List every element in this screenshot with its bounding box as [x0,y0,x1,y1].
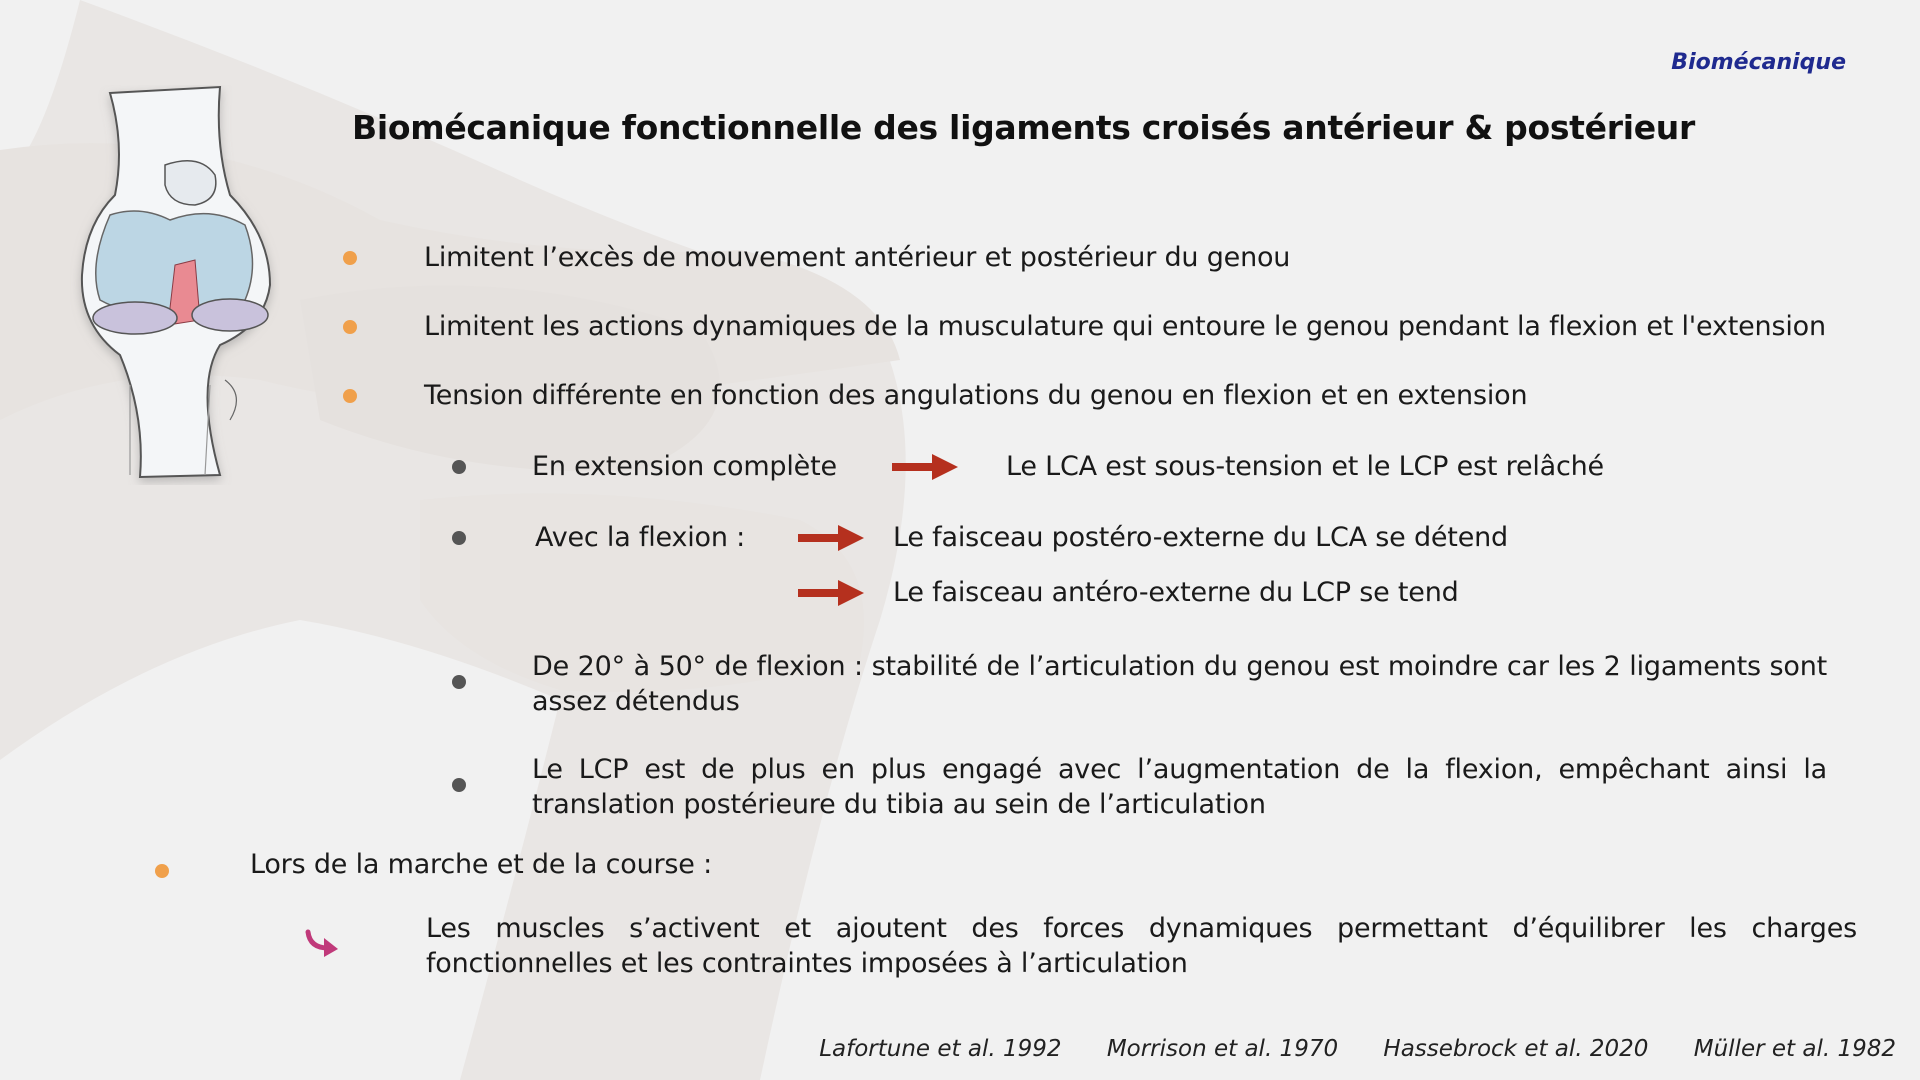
walking-line-1: Les muscles s’activent et ajoutent des forces dynamiques permettant d’équilibrer les charges [426,913,1857,944]
range-paragraph [532,649,1827,719]
curved-arrow-icon [304,928,340,958]
extension-label: En extension complète [532,451,837,482]
sub-bullet-dot [452,675,466,689]
reference-4: Müller et al. 1982 [1693,1036,1896,1062]
flexion-label: Avec la flexion : [535,522,746,553]
range-line-2: assez détendus [532,686,740,717]
lcp-paragraph [532,752,1827,822]
arrow-right-icon [798,525,864,551]
bullet-text-1: Limitent l’excès de mouvement antérieur et postérieur du genou [424,242,1291,273]
range-line-1: De 20° à 50° de flexion : stabilité de l’articulation du genou est moindre car les 2 ligaments sont [532,651,1827,682]
bullet-dot [343,251,357,265]
section-tag: Biomécanique [1671,50,1846,75]
reference-2: Morrison et al. 1970 [1106,1036,1339,1062]
bullet-dot [155,864,169,878]
reference-1: Lafortune et al. 1992 [819,1036,1062,1062]
bullet-dot [343,320,357,334]
arrow-right-icon [892,454,958,480]
extension-result: Le LCA est sous-tension et le LCP est relâché [1006,451,1604,482]
walking-line-2: fonctionnelles et les contraintes imposées à l’articulation [426,948,1188,979]
references [781,1036,1896,1062]
flexion-result-2: Le faisceau antéro-externe du LCP se tend [893,577,1459,608]
reference-3: Hassebrock et al. 2020 [1383,1036,1649,1062]
arrow-right-icon [798,580,864,606]
flexion-result-1: Le faisceau postéro-externe du LCA se détend [893,522,1508,553]
bullet-dot [343,389,357,403]
sub-bullet-dot [452,778,466,792]
walking-label: Lors de la marche et de la course : [250,849,712,880]
knee-illustration [70,85,280,489]
sub-bullet-dot [452,531,466,545]
sub-bullet-dot [452,460,466,474]
lcp-line-1: Le LCP est de plus en plus engagé avec l’augmentation de la flexion, empêchant ainsi la [532,754,1827,785]
bullet-text-2: Limitent les actions dynamiques de la musculature qui entoure le genou pendant la flexion et l'extension [424,311,1826,342]
bullet-text-3: Tension différente en fonction des angulations du genou en flexion et en extension [424,380,1528,411]
walking-paragraph [426,911,1857,981]
page-title: Biomécanique fonctionnelle des ligaments croisés antérieur & postérieur [352,108,1695,147]
lcp-line-2: translation postérieure du tibia au sein de l’articulation [532,789,1266,820]
